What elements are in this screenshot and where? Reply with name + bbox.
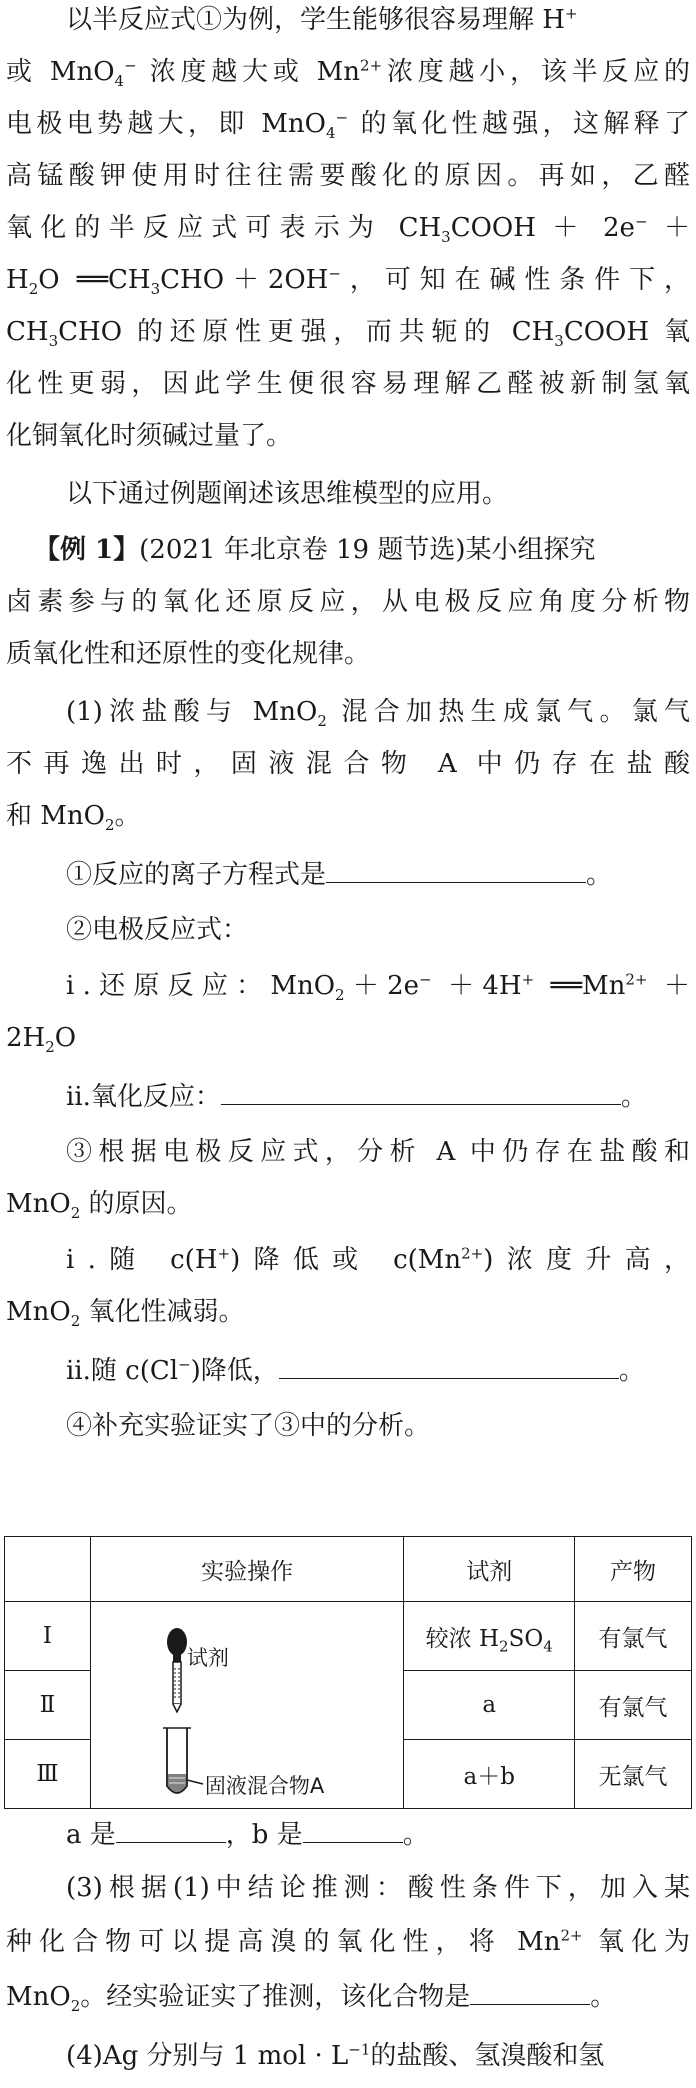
text-line: MnO$_2$ 的原因。 — [6, 1189, 193, 1223]
text-line: 不再逸出时，固液混合物 A 中仍存在盐酸 — [6, 749, 690, 779]
text-line: ④补充实验证实了③中的分析。 — [66, 1411, 431, 1441]
apparatus-cell — [90, 1602, 403, 1809]
row-id: Ⅰ — [5, 1602, 91, 1671]
text-line: 电极电势越大，即 MnO$_4$− 的氧化性越强，这解释了 — [6, 108, 691, 143]
text-line: ①反应的离子方程式是 。 — [66, 860, 613, 890]
text-line: 氧化的半反应式可表示为 $CH_3COOH + 2e^-$ ＋ — [6, 212, 690, 247]
product-cell: 有氯气 — [575, 1671, 692, 1740]
example-heading: 【例 1】(2021 年北京卷 19 题节选)某小组探究 — [34, 535, 596, 565]
experiment-table — [4, 1536, 692, 1809]
text-line: ②电极反应式： — [66, 915, 249, 945]
text-line: 以下通过例题阐述该思维模型的应用。 — [66, 479, 509, 509]
text-line: MnO$_2$。经实验证实了推测，该化合物是 。 — [6, 1982, 617, 2016]
product-cell: 无氯气 — [575, 1740, 692, 1809]
reagent-label: 试剂 — [186, 1646, 229, 1670]
text-line: ⅱ.随 c(Cl−)降低， 。 — [66, 1355, 645, 1386]
text-line: 种化合物可以提高溴的氧化性，将 $Mn^{2+}$ 氧化为 — [6, 1926, 690, 1957]
text-line: a 是 ，b 是 。 — [66, 1820, 429, 1850]
text-line: 以半反应式①为例，学生能够很容易理解 H+ — [66, 4, 578, 35]
table-header-row — [5, 1537, 692, 1602]
answer-blank[interactable] — [326, 858, 586, 883]
row-id: Ⅲ — [5, 1740, 91, 1809]
mixture-label: 固液混合物A — [204, 1774, 325, 1798]
answer-blank-a[interactable] — [116, 1818, 226, 1843]
text-line: ③根据电极反应式，分析 A 中仍存在盐酸和 — [66, 1137, 690, 1167]
reagent-cell: a＋b — [404, 1740, 575, 1809]
answer-blank-b[interactable] — [303, 1818, 403, 1843]
table-row — [5, 1602, 692, 1671]
row-id: Ⅱ — [5, 1671, 91, 1740]
answer-blank[interactable] — [221, 1080, 621, 1105]
text-line: 高锰酸钾使用时往往需要酸化的原因。再如，乙醛 — [6, 161, 690, 191]
answer-blank[interactable] — [279, 1354, 619, 1379]
product-cell: 有氯气 — [575, 1602, 692, 1671]
text-line: MnO$_2$ 氧化性减弱。 — [6, 1297, 245, 1331]
text-line: 和 MnO$_2$。 — [6, 801, 141, 835]
table-header: 实验操作 — [90, 1537, 403, 1602]
text-line: $2H_2O$ — [6, 1023, 77, 1057]
text-line: (3)根据(1)中结论推测：酸性条件下，加入某 — [66, 1873, 690, 1903]
reagent-cell: 较浓 $H_2SO_4$ — [404, 1602, 575, 1671]
text-line: 卤素参与的氧化还原反应，从电极反应角度分析物 — [6, 587, 690, 617]
table-header: 产物 — [575, 1537, 692, 1602]
text-line: 化性更弱，因此学生便很容易理解乙醛被新制氢氧 — [6, 369, 690, 399]
table-header: 试剂 — [404, 1537, 575, 1602]
table-header — [5, 1537, 91, 1602]
apparatus-diagram — [91, 1606, 403, 1804]
reagent-cell: a — [404, 1671, 575, 1740]
text-line: 质氧化性和还原性的变化规律。 — [6, 639, 371, 669]
text-line: $CH_3CHO$ 的还原性更强，而共轭的 $CH_3COOH$ 氧 — [6, 317, 690, 351]
text-line: ⅰ.随 c(H+)降低或 $c(Mn^{2+})$浓度升高， — [66, 1244, 690, 1275]
text-line: $H_2O$ $══CH_3CHO+2OH^-$，可知在碱性条件下， — [6, 264, 690, 299]
text-line: 化铜氧化时须碱过量了。 — [6, 421, 293, 451]
text-line: (4)Ag 分别与 1 mol · $L^{-1}$的盐酸、氢溴酸和氢 — [66, 2040, 605, 2071]
text-line: (1)浓盐酸与 MnO$_2$ 混合加热生成氯气。氯气 — [66, 697, 691, 731]
text-line: ⅰ.还原反应：MnO$_2$＋2e− ＋4H+ $══Mn^{2+}$ ＋ — [66, 970, 691, 1005]
text-line: ⅱ.氧化反应： 。 — [66, 1082, 647, 1112]
text-line: 或 MnO$_4$− 浓度越大或 $Mn^{2+}$浓度越小，该半反应的 — [6, 56, 690, 91]
answer-blank[interactable] — [470, 1980, 590, 2005]
